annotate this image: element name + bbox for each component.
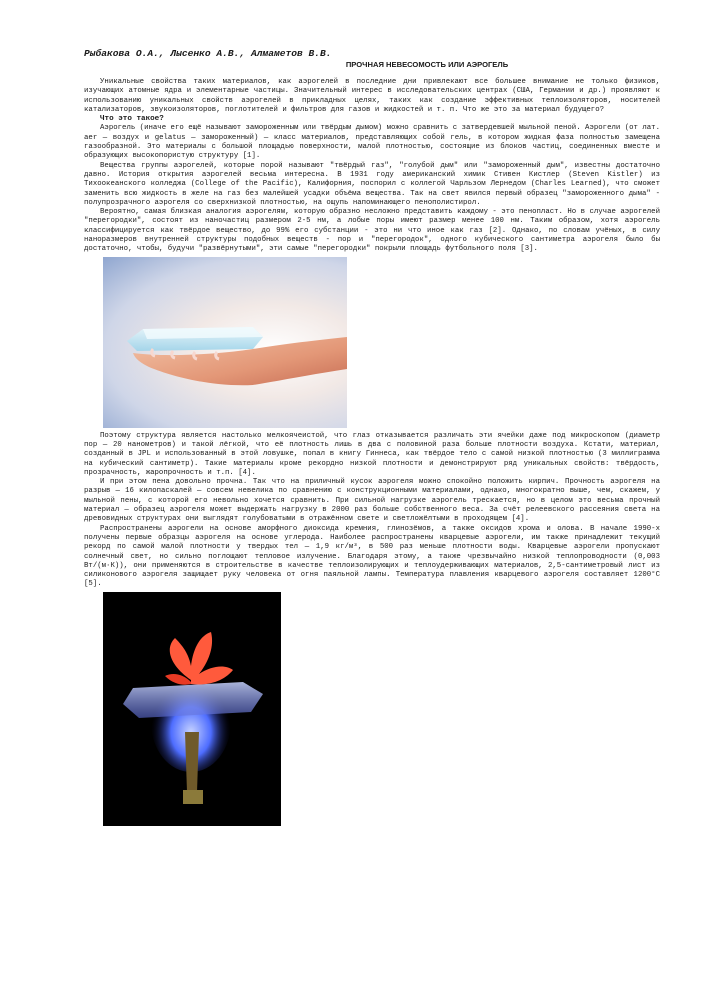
paper-page — [84, 48, 660, 830]
figure-aerogel-on-hand — [103, 257, 347, 428]
subheading: Что это такое? — [100, 115, 164, 124]
figure-aerogel-flame-flower — [103, 592, 281, 826]
paragraph-5: И при этом пена довольно прочна. Так что на приличный кусок аэрогеля можно спокойно положить кирпич. Прочность аэрогеля на разрыв — 16 килопаскалей — совсем невелика по сравнению с конструкционными материалами, однако, многократно выше, чем, скажем, у мыльной пены, с которой его невольно хочется сравнить. При сильной нагрузке аэрогель трескается, но в целом это весьма прочный материал — образец аэрогеля может выдержать нагрузку в 2000 раз больше собственного веса. За счёт релеевского рассеяния света на древовидных структурах они выглядят голубоватыми в отражённом свете и светложёлтыми в проходящем [4]. — [84, 478, 660, 524]
paragraph-1: Аэрогель (иначе его ещё называют замороженным или твёрдым дымом) можно сравнить с затвердевшей мыльной пеной. Аэрогели (от лат. aer — воздух и gelatus — замороженный) — класс материалов, представляющих собой гель, в котором жидкая фаза полностью замещена газообразной. Это материалы с большой площадью поверхности, малой плотностью, состоящие из блоков частиц, соединенных вместе и образующих высокопористую структуру [1]. — [84, 124, 660, 161]
paragraph-3: Вероятно, самая близкая аналогия аэрогелям, которую образно несложно представить каждому - это пенопласт. Но в случае аэрогелей "перегородки", состоят из наночастиц размером 2-5 нм, а лобые поры имеют размер менее 100 нм. Таким образом, хотя аэрогель классифицируется как твёрдое вещество, до 99% его субстанции - это ни что иное как газ [2]. Однако, по словам учёных, в силу наноразмеров внутренней структуры подобных веществ - пор и "перегородок", одного кубического сантиметра аэрогеля было бы достаточно, чтобы, будучи "развёрнутыми", эти самые "перегородки" покрыли площадь футбольного поля [3]. — [84, 208, 660, 254]
aerogel-hand-illustration — [103, 257, 347, 428]
paragraph-4: Поэтому структура является настолько мелкоячеистой, что глаз отказывается различать эти ячейки даже под микроскопом (диаметр пор — 20 нанометров) и такой лёгкой, что её плотность лишь в два с половиной раза больше плотности воздуха. Кстати, материал, созданный в JPL и использованный в этой ловушке, попал в книгу Гиннеса, как твёрдое тело с самой низкой плотностью (3 миллиграмма на кубический сантиметр). Такие материалы кроме рекордно низкой плотности и демонстрируют ряд уникальных свойств: твёрдость, прозрачность, жаропрочность и т.п. [4]. — [84, 431, 660, 477]
authors: Рыбакова О.А., Лысенко А.В., Алмаметов В.В. — [84, 48, 332, 59]
flame-flower-illustration — [103, 592, 281, 826]
paragraph-2: Вещества группы аэрогелей, которые порой называют "твёрдый газ", "голубой дым" или "замороженный дым", известны достаточно давно. История открытия аэрогелей весьма интересна. В 1931 году американский химик Стивен Кистлер (Steven Kistler) из Тихоокеанского колледжа (College of the Pacific), Калифорния, поспорил с коллегой Чарльзом Лернедом (Charles Learned), что сможет заменить всю жидкость в желе на газ без малейшей усадки объёма вещества. Так на свет явился первый образец "замороженного дыма" - полупрозрачного аэрогеля со сверхнизкой плотностью, на ощупь напоминающего пенополистирол. — [84, 161, 660, 207]
paper-title: ПРОЧНАЯ НЕВЕСОМОСТЬ ИЛИ АЭРОГЕЛЬ — [345, 60, 509, 69]
paragraph-6: Распространены аэрогели на основе аморфного диоксида кремния, глинозёмов, а также оксидов хрома и олова. В начале 1990-х получены первые образцы аэрогеля на основе углерода. Наиболее распространены кварцевые аэрогели, им также принадлежит текущий рекорд по самой малой плотности у твердых тел — 1,9 кг/м³, в 500 раз меньше плотности воды. Кварцевые аэрогели пропускают солнечный свет, но сильно поглощают тепловое излучение. Благодаря этому, а также чрезвычайно низкой теплопроводности (0,003 Вт/(м·К)), они применяются в строительстве в качестве теплоизолирующих и теплоудерживающих материалов, 2,5-сантиметровый лист из силиконового аэрогеля защищает руку человека от огня паяльной лампы. Температура плавления кварцевого аэрогеля составляет 1200°С [5]. — [84, 524, 660, 589]
paragraph-intro: Уникальные свойства таких материалов, как аэрогелей в последние дни привлекают все большее внимание не только физиков, изучающих атомные ядра и элементарные частицы. Значительный интерес в исследовательских центрах (США, Германии и др.) проявляют к использованию уникальных свойств аэрогелей в прикладных целях, таких как создание эффективных теплоизоляторов, носителей катализаторов, звукоизоляторов, поглотителей и фильтров для газов и жидкостей и т. п. Что же это за материал будущего? — [84, 78, 660, 114]
